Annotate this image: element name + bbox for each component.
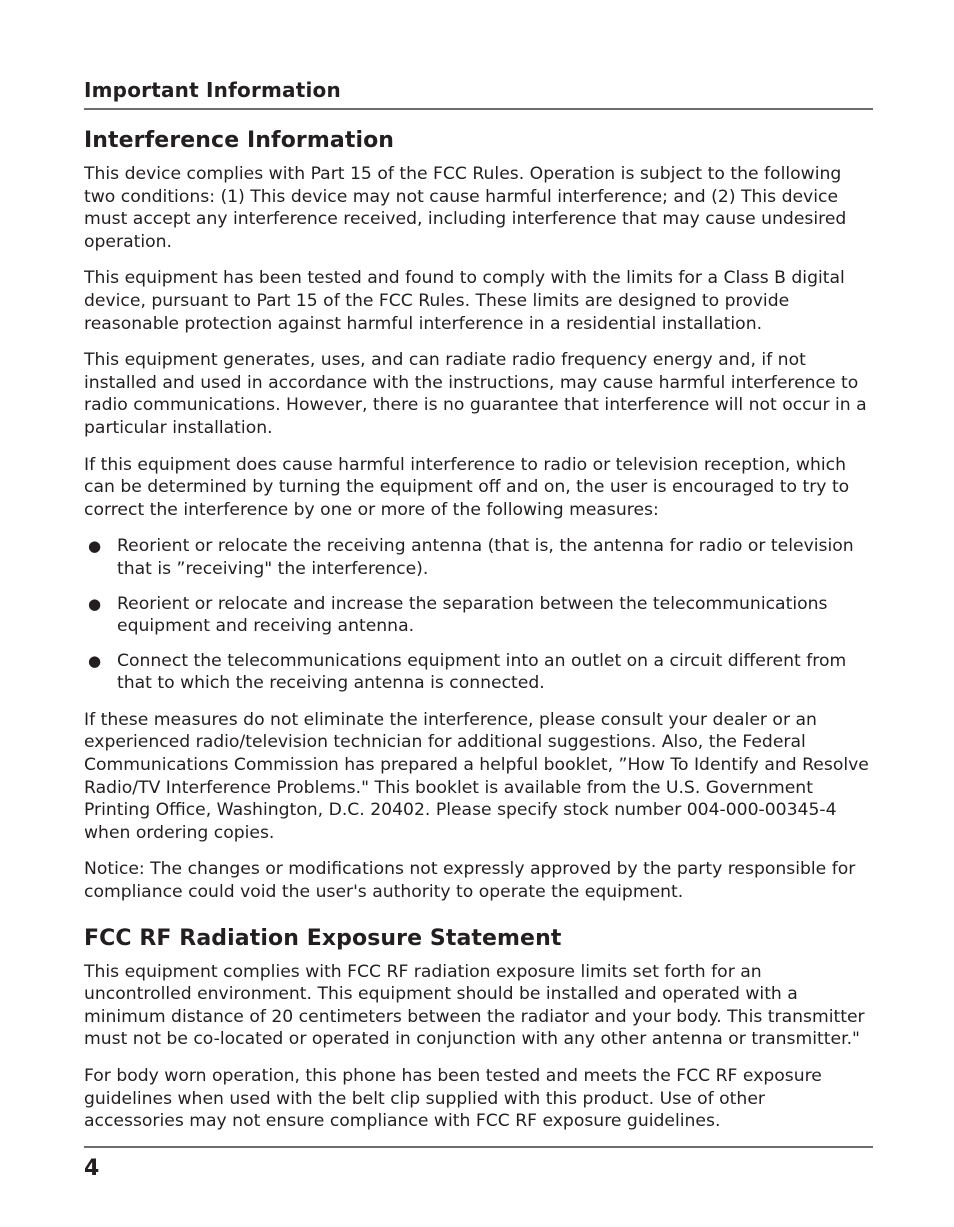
page-number: 4 (84, 1156, 100, 1181)
paragraph: This equipment has been tested and found to comply with the limits for a Class B digital device, pursuant to Part 15 of the FCC Rules. These limits are designed to provide reasonable protection against harmful interference in a residential installation. (84, 268, 845, 334)
list-item-text: Reorient or relocate the receiving antenna (that is, the antenna for radio or television that is ”receiving" the interference). (117, 536, 854, 579)
measures-list (84, 535, 870, 695)
list-item-text: Reorient or relocate and increase the separation between the telecommunications equipment and receiving antenna. (117, 593, 828, 637)
paragraph: This equipment generates, uses, and can radiate radio frequency energy and, if not installed and used in accordance with the instructions, may cause harmful interference to radio communications. However, there is no guarantee that interference will not occur in a particular installation. (84, 350, 867, 438)
list-item (84, 650, 870, 695)
paragraph: Notice: The changes or modifications not expressly approved by the party responsible for compliance could void the user's authority to operate the equipment. (84, 859, 856, 903)
running-head: Important Information (84, 78, 341, 102)
section-title-interference: Interference Information (84, 128, 395, 153)
list-item-text: Connect the telecommunications equipment into an outlet on a circuit different from that to which the receiving antenna is connected. (117, 650, 847, 694)
bullet-icon: ● (88, 651, 102, 670)
paragraph: This equipment complies with FCC RF radiation exposure limits set forth for an uncontrolled environment. This equipment should be installed and operated with a minimum distance of 20 centimeters between the radiator and your body. This transmitter must not be co-located or operated in conjunction with any other antenna or transmitter." (84, 961, 865, 1050)
list-item (84, 593, 870, 638)
footer-divider (84, 1146, 873, 1148)
paragraph: This device complies with Part 15 of the FCC Rules. Operation is subject to the following two conditions: (1) This device may not cause harmful interference; and (2) This device must accept any interference received, including interference that may cause undesired operation. (84, 164, 847, 252)
paragraph: If this equipment does cause harmful interference to radio or television reception, which can be determined by turning the equipment off and on, the user is encouraged to try to correct the interference by one or more of the following measures: (84, 454, 850, 520)
list-item (84, 535, 870, 580)
paragraph: If these measures do not eliminate the interference, please consult your dealer or an experienced radio/television technician for additional suggestions. Also, the Federal Communications Commission has prepared a helpful booklet, ”How To Identify and Resolve Radio/TV Interference Problems." This booklet is available from the U.S. Government Printing Office, Washington, D.C. 20402. Please specify stock number 004-000-00345-4 when ordering copies. (84, 709, 869, 843)
bullet-icon: ● (88, 537, 102, 556)
section-title-fcc-rf: FCC RF Radiation Exposure Statement (84, 925, 562, 951)
paragraph: For body worn operation, this phone has been tested and meets the FCC RF exposure guidelines when used with the belt clip supplied with this product. Use of other accessories may not ensure compliance with FCC RF exposure guidelines. (84, 1066, 822, 1132)
page-footer (84, 1146, 873, 1181)
bullet-icon: ● (88, 594, 102, 613)
header-divider (84, 108, 873, 110)
